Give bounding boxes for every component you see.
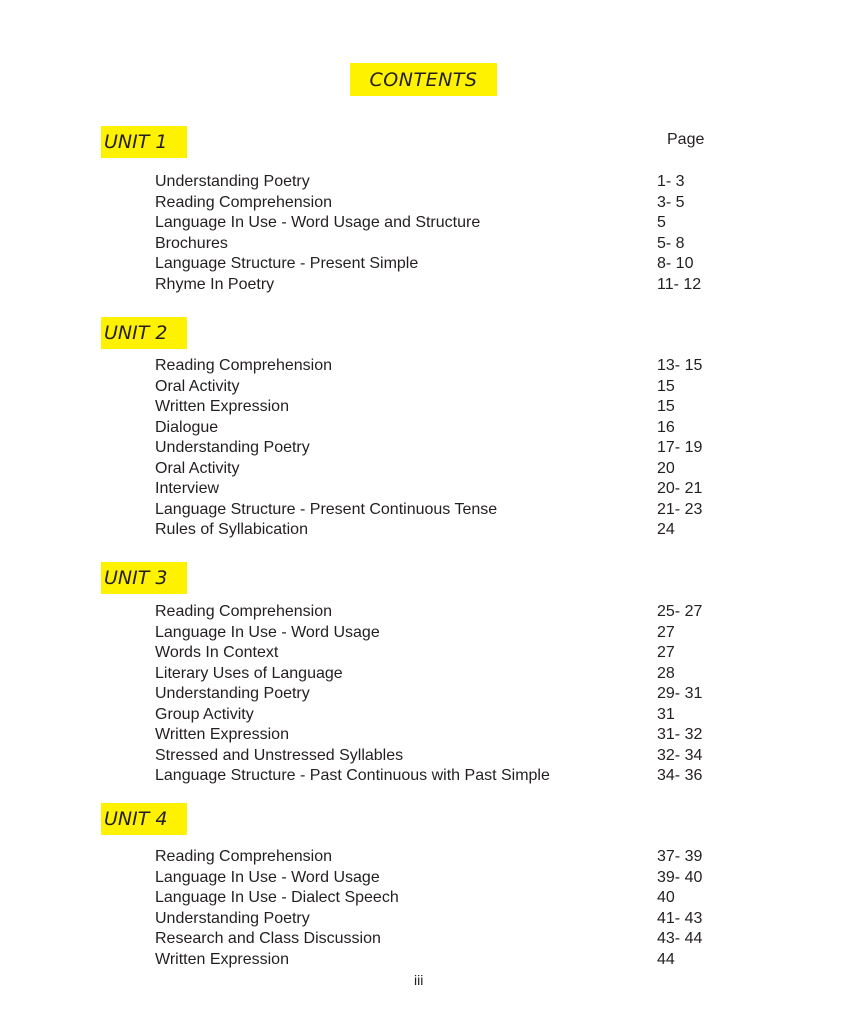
- toc-entry[interactable]: [155, 847, 715, 868]
- unit-entries: [155, 356, 715, 541]
- toc-entry[interactable]: [155, 950, 715, 971]
- entry-pages: 17- 19: [657, 439, 703, 456]
- entry-title: Reading Comprehension: [155, 357, 332, 374]
- contents-title: CONTENTS: [369, 68, 478, 91]
- entry-pages: 31: [657, 705, 675, 723]
- entry-title: Interview: [155, 480, 220, 497]
- toc-entry[interactable]: [155, 684, 715, 705]
- entry-pages: 21- 23: [657, 500, 703, 518]
- entry-pages: 11- 12: [657, 275, 702, 293]
- toc-entry[interactable]: [155, 213, 715, 234]
- entry-title: Understanding Poetry: [155, 439, 310, 456]
- toc-entry[interactable]: [155, 888, 715, 909]
- toc-entry[interactable]: [155, 643, 715, 664]
- entry-title: Stressed and Unstressed Syllables: [155, 746, 404, 764]
- entry-title: Oral Activity: [155, 459, 240, 477]
- toc-entry[interactable]: [155, 664, 715, 685]
- toc-entry[interactable]: [155, 418, 715, 439]
- entry-title: Understanding Poetry: [155, 173, 310, 190]
- entry-pages: 43- 44: [657, 930, 703, 947]
- toc-entry[interactable]: [155, 254, 715, 275]
- toc-entry[interactable]: [155, 746, 715, 767]
- unit-heading: [101, 126, 187, 158]
- toc-entry[interactable]: [155, 377, 715, 398]
- entry-title: Language In Use - Word Usage: [155, 623, 380, 641]
- entry-pages: 1- 3: [657, 173, 685, 190]
- entry-title: Written Expression: [155, 950, 289, 968]
- entry-title: Research and Class Discussion: [155, 930, 381, 947]
- toc-entry[interactable]: [155, 725, 715, 746]
- entry-pages: 41- 43: [657, 909, 703, 927]
- unit-label: UNIT 4: [104, 808, 168, 830]
- entry-pages: 20- 21: [657, 480, 703, 497]
- unit-heading: [101, 562, 187, 594]
- unit-entries: [155, 602, 715, 787]
- entry-title: Language Structure - Past Continuous with Past Simple: [155, 767, 550, 784]
- entry-title: Language Structure - Present Simple: [155, 255, 419, 272]
- unit-label: UNIT 1: [104, 131, 168, 153]
- unit-label: UNIT 3: [104, 567, 168, 589]
- entry-pages: 29- 31: [657, 685, 703, 702]
- entry-title: Brochures: [155, 234, 228, 252]
- entry-pages: 15: [657, 377, 675, 395]
- unit-heading: [101, 803, 187, 835]
- entry-pages: 37- 39: [657, 848, 703, 865]
- entry-pages: 16: [657, 418, 675, 436]
- toc-entry[interactable]: [155, 909, 715, 930]
- toc-entry[interactable]: [155, 234, 715, 255]
- entry-title: Reading Comprehension: [155, 848, 332, 865]
- entry-title: Rules of Syllabication: [155, 521, 308, 538]
- toc-entry[interactable]: [155, 602, 715, 623]
- toc-entry[interactable]: [155, 623, 715, 644]
- entry-title: Understanding Poetry: [155, 685, 310, 702]
- entry-pages: 27: [657, 623, 675, 641]
- entry-pages: 5: [657, 214, 666, 231]
- toc-entry[interactable]: [155, 459, 715, 480]
- entry-title: Language In Use - Dialect Speech: [155, 889, 399, 906]
- entry-pages: 20: [657, 459, 675, 477]
- toc-entry[interactable]: [155, 356, 715, 377]
- entry-pages: 25- 27: [657, 603, 703, 620]
- entry-title: Literary Uses of Language: [155, 664, 343, 682]
- toc-entry[interactable]: [155, 479, 715, 500]
- entry-title: Reading Comprehension: [155, 193, 332, 211]
- entry-title: Written Expression: [155, 726, 289, 743]
- entry-pages: 3- 5: [657, 193, 685, 211]
- contents-title-box: [350, 63, 497, 96]
- toc-entry[interactable]: [155, 868, 715, 889]
- toc-entry[interactable]: [155, 172, 715, 193]
- entry-pages: 39- 40: [657, 868, 703, 886]
- entry-title: Language In Use - Word Usage and Structure: [155, 214, 481, 231]
- entry-title: Rhyme In Poetry: [155, 275, 275, 293]
- toc-entry[interactable]: [155, 275, 715, 296]
- entry-pages: 24: [657, 521, 675, 538]
- page-column-header: Page: [667, 131, 705, 148]
- entry-title: Words In Context: [155, 644, 279, 661]
- entry-pages: 31- 32: [657, 726, 703, 743]
- unit-heading: [101, 317, 187, 349]
- entry-pages: 15: [657, 398, 675, 415]
- entry-pages: 32- 34: [657, 746, 703, 764]
- toc-entry[interactable]: [155, 397, 715, 418]
- unit-entries: [155, 847, 715, 970]
- entry-pages: 44: [657, 950, 675, 968]
- unit-label: UNIT 2: [104, 322, 168, 344]
- entry-title: Language In Use - Word Usage: [155, 868, 380, 886]
- entry-title: Written Expression: [155, 398, 289, 415]
- entry-title: Language Structure - Present Continuous Tense: [155, 500, 498, 518]
- entry-pages: 28: [657, 664, 675, 682]
- unit-entries: [155, 172, 715, 295]
- entry-pages: 40: [657, 889, 675, 906]
- entry-pages: 8- 10: [657, 255, 694, 272]
- entry-title: Oral Activity: [155, 377, 240, 395]
- entry-pages: 27: [657, 644, 675, 661]
- entry-title: Understanding Poetry: [155, 909, 310, 927]
- entry-title: Dialogue: [155, 418, 219, 436]
- toc-entry[interactable]: [155, 520, 715, 541]
- toc-entry[interactable]: [155, 705, 715, 726]
- toc-entry[interactable]: [155, 193, 715, 214]
- entry-title: Group Activity: [155, 705, 254, 723]
- page-number: iii: [414, 972, 424, 988]
- toc-entry[interactable]: [155, 929, 715, 950]
- toc-entry[interactable]: [155, 766, 715, 787]
- entry-pages: 5- 8: [657, 234, 685, 252]
- entry-pages: 34- 36: [657, 767, 703, 784]
- toc-entry[interactable]: [155, 438, 715, 459]
- entry-title: Reading Comprehension: [155, 603, 332, 620]
- toc-entry[interactable]: [155, 500, 715, 521]
- entry-pages: 13- 15: [657, 357, 703, 374]
